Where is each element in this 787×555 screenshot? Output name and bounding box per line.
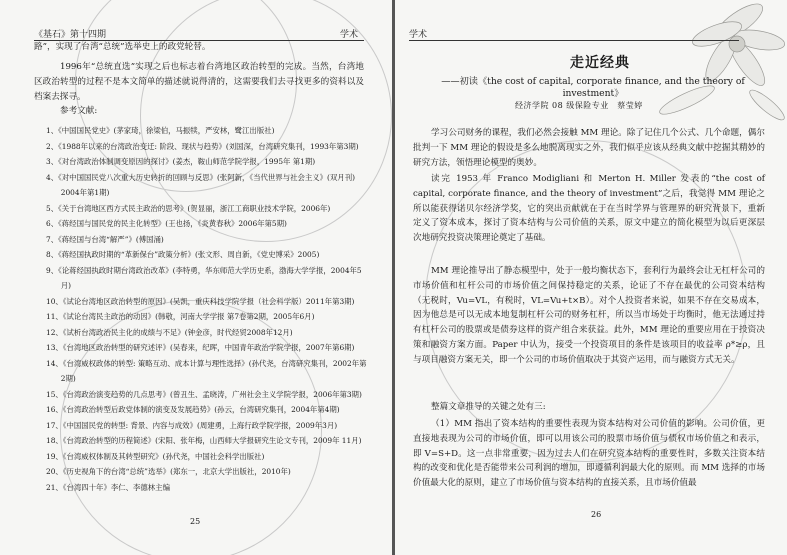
reference-list <box>46 126 376 498</box>
reference-item: 4、《对中国国民党八次重大历史转折的回顾与反思》(张阿新，《当代世界与社会主义》(双月刊) <box>46 172 355 182</box>
right-header-left: 学术 <box>409 30 428 40</box>
reference-item: 9、《论蒋经国执政时期台湾政治改革》(李特勇，华东师范大学历史系，渤海大学学报，2004年5 <box>46 265 362 275</box>
right-page <box>395 0 787 555</box>
article-subtitle: ——初读《the cost of capital, corporate finance, and the theory of investment》 <box>441 76 745 99</box>
author-line: 经济学院 08 级保险专业 蔡莹婷 <box>515 101 643 110</box>
right-para-3: MM 理论推导出了静态模型中，处于一般均衡状态下，套利行为最终会让无杠杆公司的市场价值和杠杆公司的市场价值之间保持稳定的关系，论证了不存在最优的公司资本结构（无税时，Vu=VL，有税时，VL=Vu+t×B）。对个人投资者来说，如果不存在交易成本，因为他总是可以无成本地复制杠杆公司的财务杠杆，所以当市场处于均衡时，他无法通过持有杠杆公司的股票或是债券这样的资产组合来获益。此外，MM 理论的重要应用在于投资决策和融资方案方面。Paper 中认为，接受一个投资项目的条件是该项目的收益率 ρ*≥ρ，且与项目融资方案无关，即一个公司的市场价值取决于其资产运用，而与融资方式无关。 <box>413 266 765 365</box>
left-page <box>0 0 392 555</box>
reference-item: 13、《台湾地区政治转型的研究述评》(吴春来，纪晖，中国青年政治学院学报，2007年第6期) <box>46 343 355 352</box>
reference-item: 18、《台湾政治转型的历程简述》(宋阳、张年梅，山西师大学报研究生论文专刊，2009年 11月) <box>46 436 362 445</box>
reference-item: 2004年第1期) <box>46 188 110 197</box>
references-title: 参考文献: <box>60 106 98 116</box>
right-para-4: 整篇文章推导的关键之处有三: <box>431 402 546 412</box>
reference-item: 3、《对台湾政治体制调变原因的探讨》(姜杰，鞍山师范学院学报，1995年 第1期) <box>46 157 316 166</box>
reference-item: 5、《关于台湾地区西方式民主政治的思考》(贺显丽，浙江工商职业技术学院，2006年) <box>46 203 331 213</box>
reference-item: 1、《中国国民党史》(茅家琦，徐梁伯，马振犊，严安林，鹭江出版社) <box>46 126 275 135</box>
reference-item: 12、《试析台湾政治民主化的成绩与不足》(钟金彦，时代经贸2008年12月) <box>46 327 293 337</box>
reference-item: 月) <box>46 281 72 290</box>
left-header-left: 《基石》第十四期 <box>34 30 107 40</box>
page-number-left: 25 <box>190 517 201 526</box>
reference-item: 21、《台湾四十年》李仁、李德林主编 <box>46 482 170 492</box>
left-para-2: 1996年“总统直选”实现之后也标志着台湾地区政治转型的完成。当然，台湾地区政治转型的过程不是本文简单的描述就说得清的，这需要我们去寻找更多的资料以及档案去探寻。 <box>34 62 364 102</box>
reference-item: 11、《试论台湾民主政治的动因》(韩敬，河南大学学报 第7卷第2期，2005年6月) <box>46 312 315 321</box>
reference-item: 20、《历史视角下的台湾“总统”选举》(郑东一，北京大学出版社，2010年) <box>46 467 291 476</box>
reference-item: 14、《台湾威权政体的转型: 策略互动、成本计算与理性选择》(孙代尧，台湾研究集刊，2002年第 <box>46 358 367 368</box>
right-para-2: 读完 1953 年 Franco Modigliani 和 Merton H. Miller 发表的“the cost of capital, corporate finance, and the theory of investment”之后，我觉得 MM 理论之所以能获得诺贝尔经济学奖，它的突出贡献就在于在当时学界与管理界的研究背景下，重新定义了资本成本，探讨了资本结构与公司价值的关系，原文中建立的简化模型为以后更深层次地研究投资决策理论奠定了基础。 <box>413 174 765 244</box>
left-para-1: 路”，实现了台湾“总统”选举史上的政党轮替。 <box>34 42 211 52</box>
header-rule <box>409 40 739 41</box>
reference-item: 2、《1988年以来的台湾政治变迁: 阶段、现状与趋势》(刘国深，台湾研究集刊，1993年第3期) <box>46 141 359 151</box>
reference-item: 8、《蒋经国执政时期的“革新保台”政策分析》(张文形、周自新，《党史博采》2005) <box>46 250 320 259</box>
page-number-right: 26 <box>591 510 602 519</box>
reference-item: 2期) <box>46 374 76 383</box>
flower-illustration <box>647 0 787 130</box>
left-header-right: 学术 <box>340 30 359 40</box>
reference-item: 15、《台湾政治演变趋势的几点思考》(曾丑生、孟晓涛，广州社会主义学院学报，2006年第3期) <box>46 389 362 399</box>
reference-item: 17、《中国国民党的转型: 背景、内容与成效》(周建勇，上海行政学院学报，2009年3月) <box>46 420 338 430</box>
reference-item: 19、《台湾威权体制及其转型研究》(孙代尧，中国社会科学出版社) <box>46 451 265 461</box>
right-para-5: （1）MM 指出了资本结构的重要性表现为资本结构对公司价值的影响。公司价值，更直接地表现为公司的市场价值，即可以用该公司的股票市场价值与债权市场价值之和表示，即 V=S+D。这一点非常重要，因为过去人们在研究资本结构的重要性时，多数关注资本结构的改变和优化是否能带来公司利润的增加，即遵循利润最大化的原则。而 MM 选择的市场价值最大化的原则，建立了市场价值与资本结构的直接关系，且市场价值最 <box>413 419 765 489</box>
article-title: 走近经典 <box>570 55 630 71</box>
reference-item: 6、《蒋经国与国民党的民主化转型》(王也扬，《炎黄春秋》2006年第5期) <box>46 219 287 228</box>
reference-item: 7、《蒋经国与台湾“解严”》(傅国涌) <box>46 234 164 244</box>
reference-item: 10、《试论台湾地区政治转型的原因》(吴凯，重庆科技学院学报（社会科学版）2011年第3期) <box>46 296 355 306</box>
reference-item: 16、《台湾政治转型后政党体制的演变及发展趋势》(孙云，台湾研究集刊，2004年第4期) <box>46 405 340 414</box>
right-para-1: 学习公司财务的课程，我们必然会接触 MM 理论。除了记住几个公式、几个命题，偶尔批判一下 MM 理论的假设是多么地脱离现实之外，我们似乎应该从经典文献中挖掘其精妙的研究方法，领悟理论模型的奥妙。 <box>413 128 765 168</box>
